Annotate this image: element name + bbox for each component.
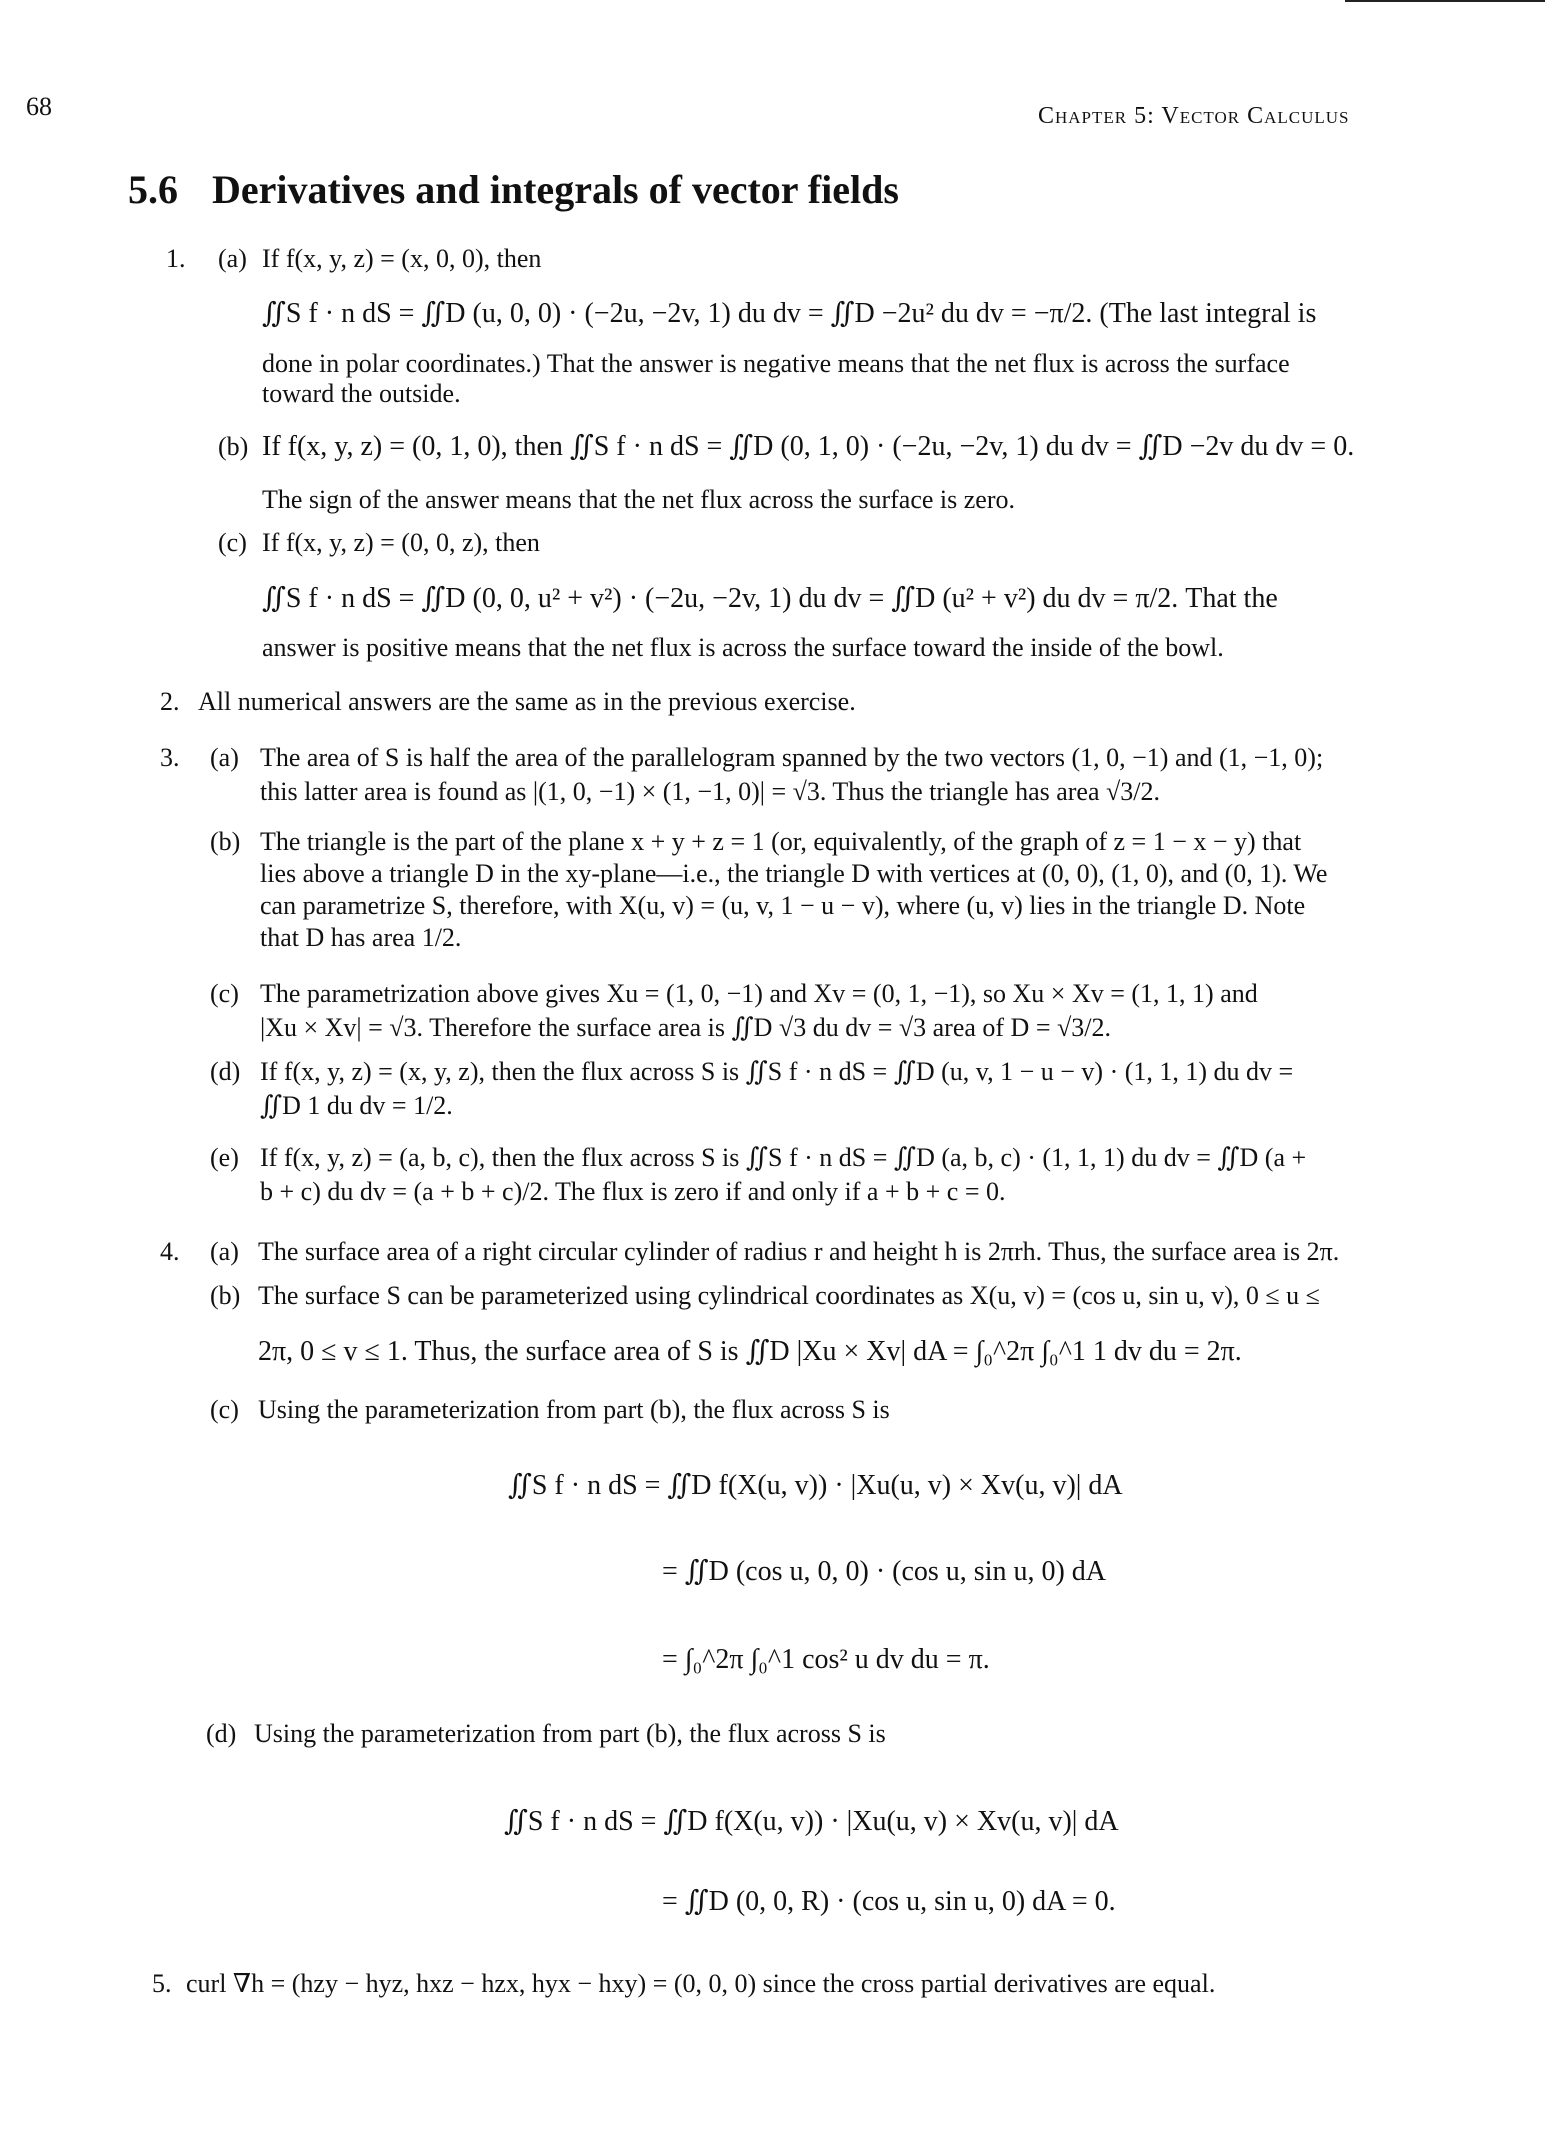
text-line: lies above a triangle D in the xy-plane—i.e., the triangle D with vertices at (0, 0), (1, 0), and (0, 1). We: [260, 859, 1328, 888]
text-line: Using the parameterization from part (b), the flux across S is: [254, 1719, 886, 1748]
part-label: (c): [210, 1395, 239, 1424]
top-rule: [1345, 0, 1545, 2]
text-line: ∬D 1 du dv = 1/2.: [260, 1091, 453, 1120]
text-line: toward the outside.: [262, 379, 461, 408]
page-number: 68: [26, 92, 52, 121]
part-label: (d): [206, 1719, 237, 1748]
text-line: b + c) du dv = (a + b + c)/2. The flux is zero if and only if a + b + c = 0.: [260, 1177, 1006, 1206]
part-label: (b): [210, 827, 241, 856]
exercise-number: 2.: [160, 687, 180, 716]
equation-line: 2π, 0 ≤ v ≤ 1. Thus, the surface area of S is ∬D |Xu × Xv| dA = ∫₀^2π ∫₀^1 1 dv du = 2π.: [258, 1336, 1242, 1367]
part-label: (a): [210, 743, 239, 772]
part-label: (a): [210, 1237, 239, 1266]
text-line: The area of S is half the area of the parallelogram spanned by the two vectors (1, 0, −1) and (1, −1, 0);: [260, 743, 1324, 772]
text-line: The surface S can be parameterized using cylindrical coordinates as X(u, v) = (cos u, sin u, v), 0 ≤ u ≤: [258, 1281, 1320, 1310]
exercise-number: 5.: [152, 1969, 172, 1998]
part-label: (a): [218, 244, 247, 273]
display-equation-line: = ∬D (0, 0, R) · (cos u, sin u, 0) dA = 0.: [662, 1886, 1116, 1917]
text-line: The parametrization above gives Xu = (1, 0, −1) and Xv = (0, 1, −1), so Xu × Xv = (1, 1, 1) and: [260, 979, 1258, 1008]
section-number: 5.6: [128, 167, 178, 212]
display-equation-line: = ∫₀^2π ∫₀^1 cos² u dv du = π.: [662, 1644, 990, 1675]
text-line: If f(x, y, z) = (a, b, c), then the flux across S is ∬S f · n dS = ∬D (a, b, c) · (1, 1, 1) du dv = ∬D (a +: [260, 1143, 1307, 1172]
part-label: (b): [210, 1281, 241, 1310]
text-line: If f(x, y, z) = (0, 0, z), then: [262, 528, 540, 557]
exercise-number: 4.: [160, 1237, 180, 1266]
text-line: Using the parameterization from part (b), the flux across S is: [258, 1395, 890, 1424]
text-line: done in polar coordinates.) That the answer is negative means that the net flux is across the surface: [262, 349, 1290, 378]
text-line: this latter area is found as |(1, 0, −1) × (1, −1, 0)| = √3. Thus the triangle has area √3/2.: [260, 777, 1161, 806]
text-line: All numerical answers are the same as in the previous exercise.: [198, 687, 856, 716]
text-line: answer is positive means that the net flux is across the surface toward the inside of the bowl.: [262, 633, 1224, 662]
section-heading: [128, 166, 899, 213]
text-line: If f(x, y, z) = (x, y, z), then the flux across S is ∬S f · n dS = ∬D (u, v, 1 − u − v) · (1, 1, 1) du dv =: [260, 1057, 1294, 1086]
equation-line: ∬S f · n dS = ∬D (u, 0, 0) · (−2u, −2v, 1) du dv = ∬D −2u² du dv = −π/2. (The last integral is: [262, 298, 1317, 329]
display-equation-line: ∬S f · n dS = ∬D f(X(u, v)) · |Xu(u, v) × Xv(u, v)| dA: [504, 1806, 1119, 1837]
display-equation-line: ∬S f · n dS = ∬D f(X(u, v)) · |Xu(u, v) × Xv(u, v)| dA: [508, 1470, 1123, 1501]
text-line: can parametrize S, therefore, with X(u, v) = (u, v, 1 − u − v), where (u, v) lies in the triangle D. Note: [260, 891, 1306, 920]
equation-line: ∬S f · n dS = ∬D (0, 0, u² + v²) · (−2u, −2v, 1) du dv = ∬D (u² + v²) du dv = π/2. That the: [262, 583, 1278, 614]
text-line: that D has area 1/2.: [260, 923, 462, 952]
part-label: (c): [210, 979, 239, 1008]
text-line: The triangle is the part of the plane x + y + z = 1 (or, equivalently, of the graph of z = 1 − x − y) that: [260, 827, 1302, 856]
exercise-number: 3.: [160, 743, 180, 772]
part-label: (d): [210, 1057, 241, 1086]
running-head: Chapter 5: Vector Calculus: [1038, 103, 1350, 129]
text-line: |Xu × Xv| = √3. Therefore the surface area is ∬D √3 du dv = √3 area of D = √3/2.: [260, 1013, 1111, 1042]
part-label: (c): [218, 528, 247, 557]
section-title: Derivatives and integrals of vector fields: [212, 167, 899, 212]
equation-line: If f(x, y, z) = (0, 1, 0), then ∬S f · n dS = ∬D (0, 1, 0) · (−2u, −2v, 1) du dv = ∬D −2v du dv = 0.: [262, 431, 1355, 462]
text-line: The surface area of a right circular cylinder of radius r and height h is 2πrh. Thus, the surface area is 2π.: [258, 1237, 1340, 1266]
text-line: The sign of the answer means that the net flux across the surface is zero.: [262, 485, 1016, 514]
part-label: (e): [210, 1143, 239, 1172]
display-equation-line: = ∬D (cos u, 0, 0) · (cos u, sin u, 0) dA: [662, 1556, 1107, 1587]
part-label: (b): [218, 432, 249, 461]
text-line: If f(x, y, z) = (x, 0, 0), then: [262, 244, 542, 273]
text-line: curl ∇h = (hzy − hyz, hxz − hzx, hyx − hxy) = (0, 0, 0) since the cross partial derivatives are equal.: [186, 1969, 1216, 1998]
exercise-number: 1.: [166, 244, 186, 273]
